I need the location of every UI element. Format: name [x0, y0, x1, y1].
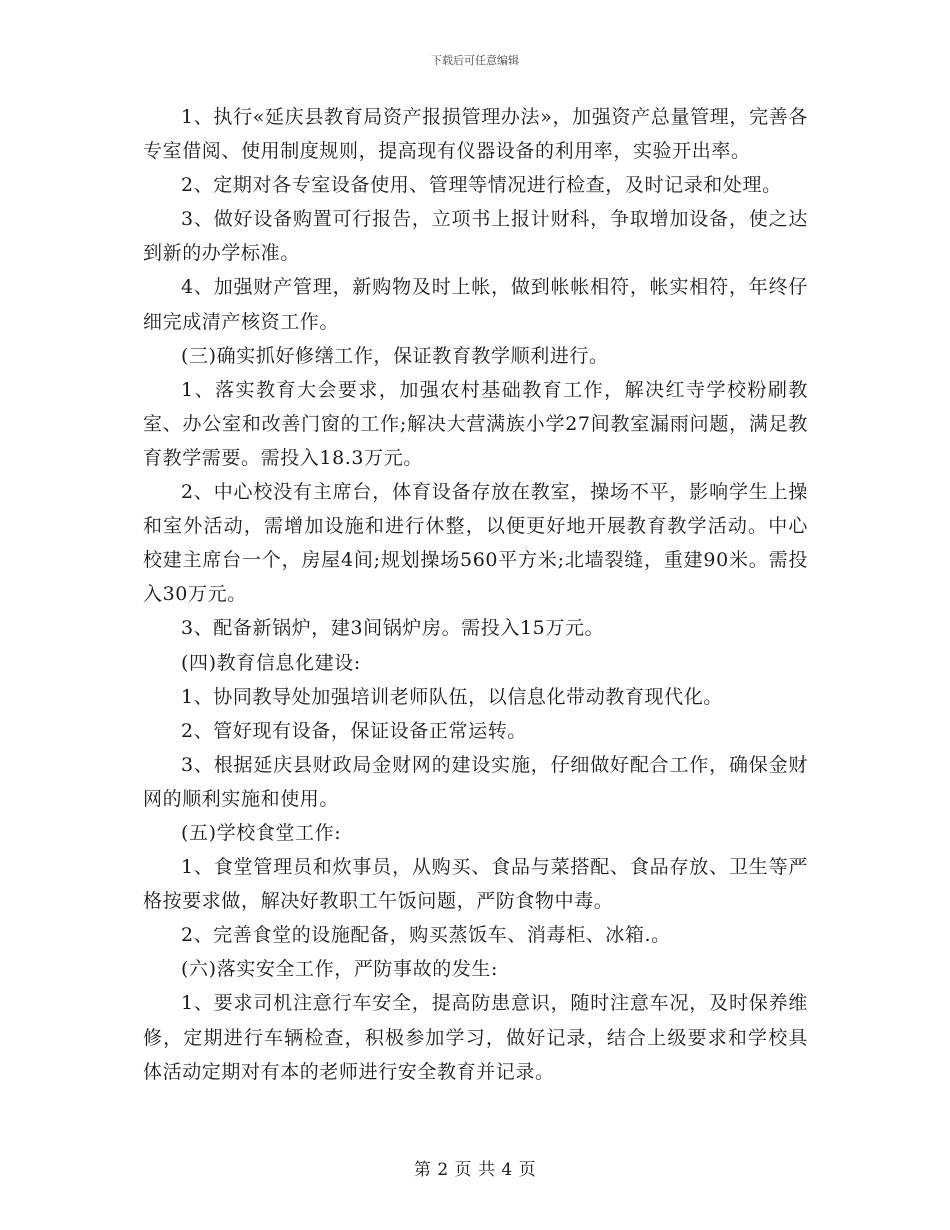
paragraph: 2、中心校没有主席台，体育设备存放在教室，操场不平，影响学生上操和室外活动，需增加设施和进行休整，以便更好地开展教育教学活动。中心校建主席台一个，房屋4间;规划操场560平方米;北墙裂缝，重建90米。需投入30万元。: [143, 481, 808, 606]
section-heading: (四)教育信息化建设:: [181, 651, 361, 674]
paragraph: 1、食堂管理员和炊事员，从购买、食品与菜搭配、食品存放、卫生等严格按要求做，解决好教职工午饭问题，严防食物中毒。: [143, 856, 808, 913]
paragraph: 2、管好现有设备，保证设备正常运转。: [181, 719, 527, 742]
section-heading: (六)落实安全工作，严防事故的发生:: [181, 958, 499, 981]
paragraph: 1、协同教导处加强培训老师队伍，以信息化带动教育现代化。: [181, 685, 723, 708]
document-body: [143, 100, 808, 1089]
paragraph: 3、根据延庆县财政局金财网的建设实施，仔细做好配合工作，确保金财网的顺利实施和使用。: [143, 753, 808, 810]
paragraph: 3、做好设备购置可行报告，立项书上报计财科，争取增加设备，使之达到新的办学标准。: [143, 208, 808, 265]
paragraph: 1、要求司机注意行车安全，提高防患意识，随时注意车况，及时保养维修，定期进行车辆检查，积极参加学习，做好记录，结合上级要求和学校具体活动定期对有本的老师进行安全教育并记录。: [143, 992, 808, 1083]
paragraph: 2、定期对各专室设备使用、管理等情况进行检查，及时记录和处理。: [181, 174, 782, 197]
paragraph: 2、完善食堂的设施配备，购买蒸饭车、消毒柜、冰箱.。: [181, 924, 671, 947]
section-heading: (五)学校食堂工作:: [181, 821, 342, 844]
section-heading: (三)确实抓好修缮工作，保证教育教学顺利进行。: [181, 344, 609, 367]
paragraph: 3、配备新锅炉，建3间锅炉房。需投入15万元。: [181, 617, 605, 640]
paragraph: 4、加强财产管理，新购物及时上帐，做到帐帐相符，帐实相符，年终仔细完成清产核资工作。: [143, 276, 808, 333]
header-note: 下载后可任意编辑: [431, 54, 519, 67]
paragraph: 1、执行«延庆县教育局资产报损管理办法»，加强资产总量管理，完善各专室借阅、使用制度规则，提高现有仪器设备的利用率，实验开出率。: [143, 106, 808, 163]
page-number: 第 2 页 共 4 页: [413, 1160, 537, 1180]
paragraph: 1、落实教育大会要求，加强农村基础教育工作，解决红寺学校粉刷教室、办公室和改善门窗的工作;解决大营满族小学27间教室漏雨问题，满足教育教学需要。需投入18.3万元。: [143, 378, 808, 469]
